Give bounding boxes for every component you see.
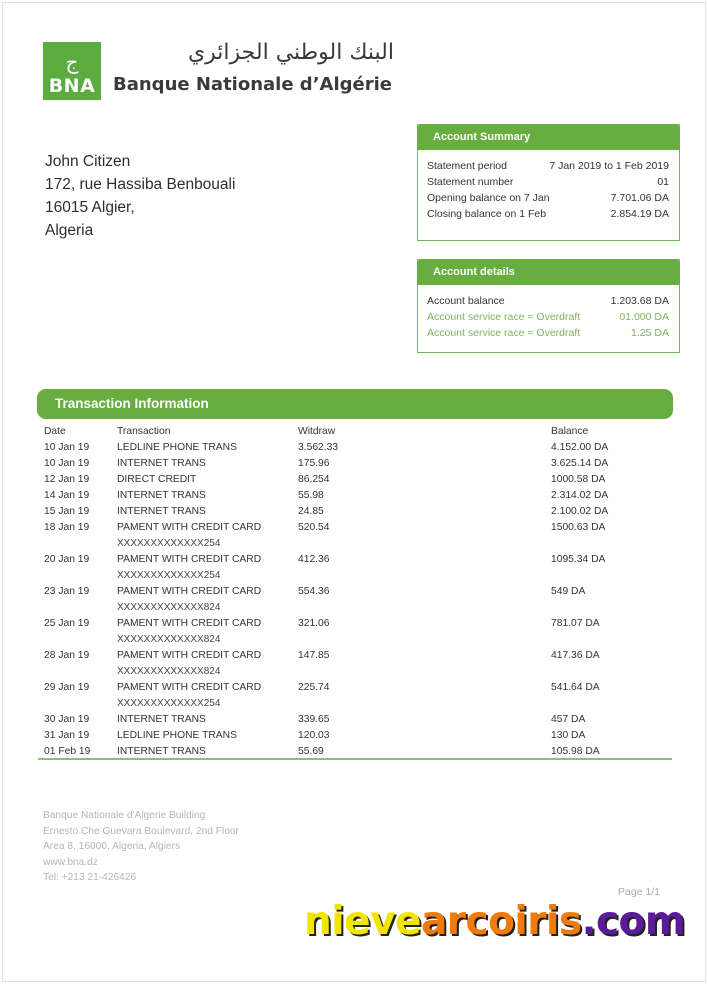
customer-name: John Citizen bbox=[45, 153, 131, 170]
cell-transaction: DIRECT CREDIT bbox=[117, 474, 197, 485]
table-row bbox=[44, 584, 674, 616]
cell-withdraw: 321.06 bbox=[298, 618, 330, 629]
details-value: 01.000 DA bbox=[619, 311, 669, 323]
bank-name-arabic: البنك الوطني الجزائري bbox=[187, 40, 394, 65]
transaction-label: PAMENT WITH CREDIT CARD bbox=[117, 522, 262, 533]
table-row bbox=[44, 504, 674, 520]
cell-withdraw: 554.36 bbox=[298, 586, 330, 597]
logo-text: BNA bbox=[48, 75, 96, 97]
footer-line: Banque Nationale d'Algerie Building bbox=[43, 810, 206, 821]
cell-transaction bbox=[117, 520, 298, 552]
table-row bbox=[44, 616, 674, 648]
cell-withdraw: 147.85 bbox=[298, 650, 330, 661]
cell-balance: 105.98 DA bbox=[551, 746, 600, 757]
col-withdraw: Witdraw bbox=[298, 426, 336, 437]
details-row bbox=[427, 293, 669, 309]
bna-emblem-icon: ج bbox=[65, 52, 79, 74]
details-value: 1.203.68 DA bbox=[610, 295, 669, 307]
cell-balance: 781.07 DA bbox=[551, 618, 600, 629]
table-row bbox=[44, 680, 674, 712]
summary-value: 01 bbox=[657, 176, 669, 188]
cell-withdraw: 339.65 bbox=[298, 714, 330, 725]
watermark bbox=[304, 897, 685, 947]
page-number: Page 1/1 bbox=[618, 886, 661, 898]
summary-value: 7 Jan 2019 to 1 Feb 2019 bbox=[549, 160, 669, 172]
cell-transaction: INTERNET TRANS bbox=[117, 506, 206, 517]
cell-date: 28 Jan 19 bbox=[44, 650, 90, 661]
table-row bbox=[44, 472, 674, 488]
cell-withdraw: 225.74 bbox=[298, 682, 330, 693]
customer-country: Algeria bbox=[45, 222, 94, 239]
cell-withdraw: 520.54 bbox=[298, 522, 330, 533]
transaction-label: PAMENT WITH CREDIT CARD bbox=[117, 554, 262, 565]
table-header-row bbox=[44, 424, 674, 440]
cell-balance: 549 DA bbox=[551, 586, 586, 597]
summary-label: Closing balance on 1 Feb bbox=[427, 208, 547, 220]
table-row bbox=[44, 520, 674, 552]
table-row bbox=[44, 712, 674, 728]
card-number: XXXXXXXXXXXXX254 bbox=[117, 538, 221, 549]
cell-transaction bbox=[117, 616, 298, 648]
summary-row bbox=[427, 190, 669, 206]
summary-value: 2.854.19 DA bbox=[610, 208, 669, 220]
card-number: XXXXXXXXXXXXX824 bbox=[117, 666, 221, 677]
footer-line: Area 8, 16000, Algeria, Algiers bbox=[43, 841, 181, 852]
summary-label: Statement period bbox=[427, 160, 507, 172]
cell-withdraw: 55.98 bbox=[298, 490, 324, 501]
cell-transaction bbox=[117, 648, 298, 680]
cell-date: 23 Jan 19 bbox=[44, 586, 90, 597]
footer-website: www.bna.dz bbox=[43, 856, 98, 868]
cell-date: 15 Jan 19 bbox=[44, 506, 90, 517]
account-summary-title: Account Summary bbox=[417, 124, 680, 150]
cell-date: 01 Feb 19 bbox=[44, 746, 91, 757]
cell-withdraw: 412.36 bbox=[298, 554, 330, 565]
account-summary-card bbox=[417, 124, 680, 241]
cell-withdraw: 120.03 bbox=[298, 730, 330, 741]
cell-balance: 2.100.02 DA bbox=[551, 506, 609, 517]
cell-balance: 130 DA bbox=[551, 730, 586, 741]
cell-date: 14 Jan 19 bbox=[44, 490, 90, 501]
watermark-part: .com bbox=[581, 899, 685, 944]
account-details-card bbox=[417, 259, 680, 353]
details-label: Account balance bbox=[427, 295, 505, 307]
col-balance: Balance bbox=[551, 426, 589, 437]
transaction-table bbox=[44, 424, 674, 760]
cell-date: 30 Jan 19 bbox=[44, 714, 90, 725]
cell-transaction: INTERNET TRANS bbox=[117, 746, 206, 757]
footer-line: Ernesto Che Guevara Boulevard, 2nd Floor bbox=[43, 825, 239, 837]
summary-row bbox=[427, 158, 669, 174]
bna-logo bbox=[43, 42, 101, 100]
table-row bbox=[44, 648, 674, 680]
transaction-label: PAMENT WITH CREDIT CARD bbox=[117, 618, 262, 629]
cell-balance: 1000.58 DA bbox=[551, 474, 606, 485]
table-row bbox=[44, 456, 674, 472]
cell-date: 29 Jan 19 bbox=[44, 682, 90, 693]
transaction-label: PAMENT WITH CREDIT CARD bbox=[117, 682, 262, 693]
details-label: Account service race = Overdraft bbox=[427, 311, 581, 323]
cell-date: 25 Jan 19 bbox=[44, 618, 90, 629]
transaction-label: PAMENT WITH CREDIT CARD bbox=[117, 650, 262, 661]
cell-transaction: LEDLINE PHONE TRANS bbox=[117, 730, 237, 741]
cell-transaction: INTERNET TRANS bbox=[117, 458, 206, 469]
customer-street: 172, rue Hassiba Benbouali bbox=[45, 176, 236, 193]
cell-transaction: LEDLINE PHONE TRANS bbox=[117, 442, 237, 453]
card-number: XXXXXXXXXXXXX254 bbox=[117, 570, 221, 581]
cell-withdraw: 55.69 bbox=[298, 746, 324, 757]
cell-date: 20 Jan 19 bbox=[44, 554, 90, 565]
cell-balance: 1095.34 DA bbox=[551, 554, 606, 565]
cell-withdraw: 86.254 bbox=[298, 474, 330, 485]
card-number: XXXXXXXXXXXXX824 bbox=[117, 634, 221, 645]
customer-address bbox=[45, 150, 235, 242]
table-row bbox=[44, 488, 674, 504]
details-value: 1.25 DA bbox=[631, 327, 669, 339]
cell-date: 18 Jan 19 bbox=[44, 522, 90, 533]
summary-row bbox=[427, 174, 669, 190]
details-row bbox=[427, 309, 669, 325]
cell-transaction bbox=[117, 552, 298, 584]
cell-date: 12 Jan 19 bbox=[44, 474, 90, 485]
card-number: XXXXXXXXXXXXX254 bbox=[117, 698, 221, 709]
cell-balance: 4.152.00 DA bbox=[551, 442, 609, 453]
cell-date: 31 Jan 19 bbox=[44, 730, 90, 741]
cell-withdraw: 175.96 bbox=[298, 458, 330, 469]
col-transaction: Transaction bbox=[117, 426, 171, 437]
watermark-part: nieve bbox=[304, 899, 421, 944]
transaction-label: PAMENT WITH CREDIT CARD bbox=[117, 586, 262, 597]
details-row bbox=[427, 325, 669, 341]
transaction-section-title: Transaction Information bbox=[37, 389, 673, 419]
bank-name-french: Banque Nationale d’Algérie bbox=[113, 74, 392, 95]
summary-label: Opening balance on 7 Jan bbox=[427, 192, 550, 204]
table-row bbox=[44, 440, 674, 456]
summary-row bbox=[427, 206, 669, 222]
watermark-part: arcoiris bbox=[420, 899, 582, 944]
account-details-title: Account details bbox=[417, 259, 680, 285]
cell-withdraw: 3.562.33 bbox=[298, 442, 339, 453]
cell-balance: 417.36 DA bbox=[551, 650, 600, 661]
cell-balance: 541.64 DA bbox=[551, 682, 600, 693]
footer-address bbox=[43, 808, 239, 886]
cell-date: 10 Jan 19 bbox=[44, 442, 90, 453]
card-number: XXXXXXXXXXXXX824 bbox=[117, 602, 221, 613]
col-date: Date bbox=[44, 426, 66, 437]
cell-balance: 3.625.14 DA bbox=[551, 458, 609, 469]
cell-transaction bbox=[117, 680, 298, 712]
cell-transaction: INTERNET TRANS bbox=[117, 714, 206, 725]
cell-date: 10 Jan 19 bbox=[44, 458, 90, 469]
cell-transaction: INTERNET TRANS bbox=[117, 490, 206, 501]
details-label: Account service race = Overdraft bbox=[427, 327, 581, 339]
cell-balance: 1500.63 DA bbox=[551, 522, 606, 533]
table-bottom-rule bbox=[38, 758, 672, 760]
summary-value: 7.701.06 DA bbox=[610, 192, 669, 204]
table-row bbox=[44, 728, 674, 744]
customer-city: 16015 Algier, bbox=[45, 199, 135, 216]
summary-label: Statement number bbox=[427, 176, 514, 188]
cell-withdraw: 24.85 bbox=[298, 506, 324, 517]
cell-balance: 2.314.02 DA bbox=[551, 490, 609, 501]
table-row bbox=[44, 552, 674, 584]
cell-balance: 457 DA bbox=[551, 714, 586, 725]
footer-phone: Tel: +213 21-426426 bbox=[43, 872, 137, 883]
cell-transaction bbox=[117, 584, 298, 616]
